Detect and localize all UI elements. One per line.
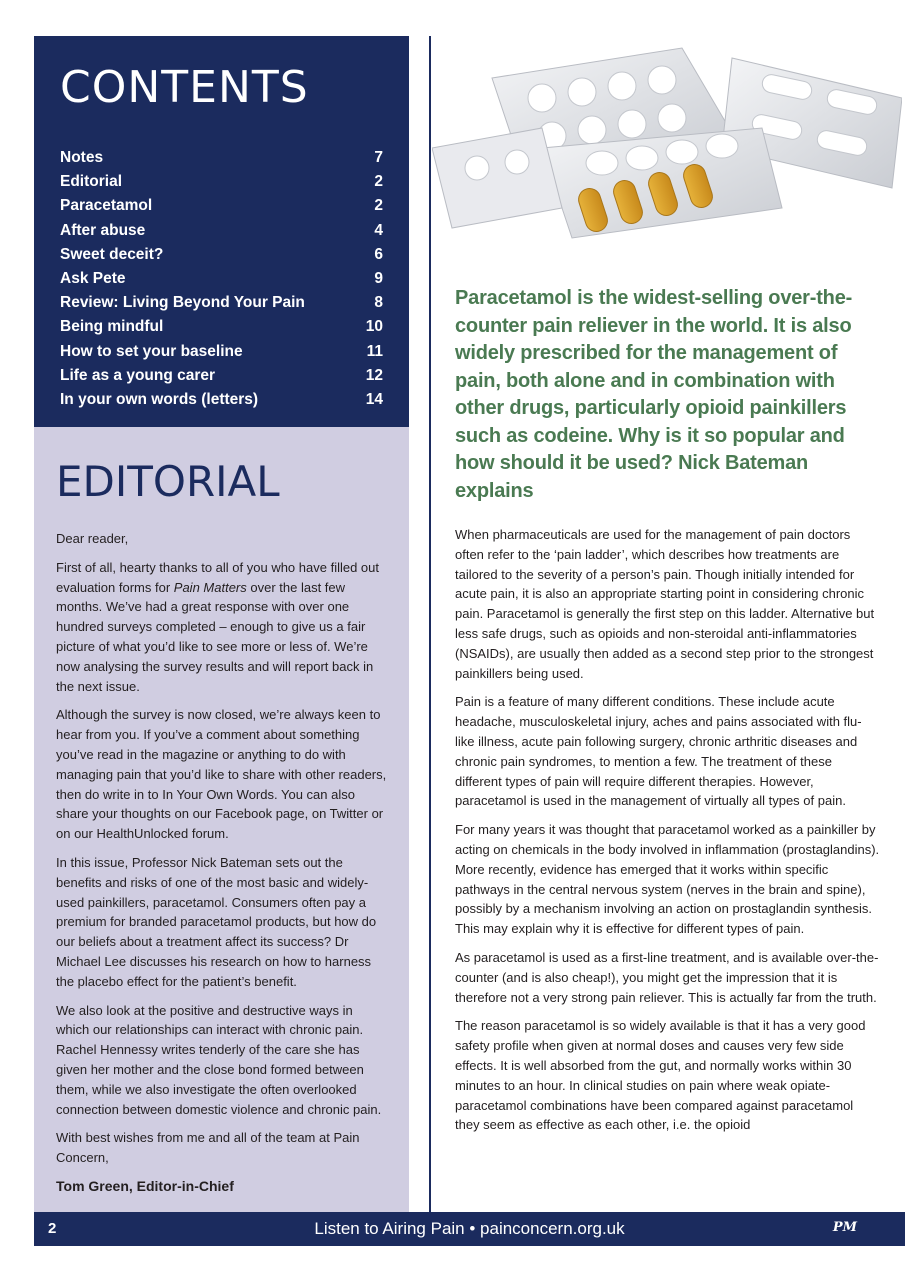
- toc-item[interactable]: [60, 315, 383, 339]
- toc-item[interactable]: [60, 243, 383, 267]
- toc-item-label: Paracetamol: [60, 197, 153, 215]
- toc-item[interactable]: [60, 291, 383, 315]
- editorial-paragraph: We also look at the positive and destructive ways in which our relationships can interact with chronic pain. Rachel Hennessy writes tenderly of the care she has given her mother and the close bond formed between them, while we also investigate the often overlooked connection between domestic violence and chronic pain.: [56, 1002, 382, 1117]
- toc-item-page: 2: [374, 173, 383, 191]
- toc-item[interactable]: [60, 267, 383, 291]
- article-standfirst: Paracetamol is the widest-selling over-the-counter pain reliever in the world. It is also widely prescribed for the management of pain, both alone and in combination with other drugs, particularly opioid painkillers such as codeine. Why is it so popular and how should it be used? Nick Bateman explains: [455, 287, 853, 502]
- footer-tagline[interactable]: Listen to Airing Pain • painconcern.org.uk: [314, 1219, 625, 1238]
- editorial-paragraph: In this issue, Professor Nick Bateman sets out the benefits and risks of one of the most basic and widely-used painkillers, paracetamol. Consumers often pay a premium for branded paracetamol products, but how do our beliefs about a treatment affect its success? Dr Michael Lee discusses his research on how to harness the placebo effect for the patient’s benefit.: [56, 854, 377, 989]
- toc-item-page: 12: [365, 366, 383, 384]
- editorial-paragraph: [56, 558, 387, 697]
- blister-pack-left: [432, 128, 562, 228]
- toc-item-page: 4: [374, 221, 383, 239]
- toc-item-page: 9: [374, 269, 383, 287]
- toc-item-label: Notes: [60, 149, 104, 166]
- toc-item[interactable]: [60, 219, 383, 243]
- toc-item[interactable]: [60, 388, 383, 412]
- pain-matters-logo: PM: [832, 1220, 857, 1235]
- editorial-text: over the last few months. We’ve had a great response with over one hundred surveys completed – enough to give us a fair picture of what you’d like to see more or less of. We’re now analysing the survey results and will report back in the next issue.: [56, 579, 374, 694]
- toc-item[interactable]: [60, 146, 383, 170]
- toc-item[interactable]: [60, 194, 383, 218]
- article-paragraph: The reason paracetamol is so widely available is that it has a very good safety profile when given at normal doses and causes very few side effects. It is well absorbed from the gut, and normally works within 30 minutes to an hour. In clinical studies on pain where weak opiate-paracetamol combinations have been compared against paracetamol they seem as effective as each other, i.e. the opioid: [455, 1018, 866, 1133]
- pill-packs-image: [432, 38, 902, 258]
- toc-item-page: 6: [374, 245, 383, 263]
- editorial-signature: Tom Green, Editor-in-Chief: [56, 1177, 234, 1194]
- editorial-text: First of all, hearty thanks to all of you who have filled out evaluation forms for: [56, 559, 380, 595]
- toc-item-label: Sweet deceit?: [60, 245, 164, 263]
- magazine-title: Pain Matters: [173, 579, 247, 595]
- article-paragraph: For many years it was thought that paracetamol worked as a painkiller by acting on chemicals in the body involved in inflammation (prostaglandins). More recently, evidence has emerged that it works within specific pathways in the central nervous system (nerves in the brain and spine), possibly by a mechanism involving an action on prostaglandin synthesis. This may explain why it is effective for different types of pain.: [455, 822, 880, 937]
- toc-item-page: 8: [374, 294, 383, 312]
- toc-item-page: 14: [365, 390, 383, 408]
- contents-panel: [34, 36, 409, 427]
- editorial-panel: [34, 427, 409, 1212]
- editorial-paragraph: Although the survey is now closed, we’re always keen to hear from you. If you’ve a comment about something you’ve read in the magazine or anything to do with managing pain that you’d like to share with other readers, then do write in to In Your Own Words. You can also share your thoughts on our Facebook page, on Twitter or on our HealthUnlocked forum.: [56, 707, 387, 842]
- toc-item-label: Ask Pete: [60, 269, 126, 287]
- article-paragraph: As paracetamol is used as a first-line treatment, and is available over-the-counter (and is also cheap!), you might get the impression that it is therefore not a very strong pain reliever. This is actually far from the truth.: [455, 949, 879, 1005]
- toc-item-page: 11: [366, 342, 383, 360]
- toc-item-label: Being mindful: [60, 318, 164, 336]
- editorial-title: EDITORIAL: [56, 457, 280, 506]
- article-body: [455, 525, 880, 1144]
- toc-item[interactable]: [60, 170, 383, 194]
- editorial-paragraph: With best wishes from me and all of the team at Pain Concern,: [56, 1130, 360, 1166]
- page-footer: [34, 1212, 905, 1246]
- column-divider: [429, 36, 431, 1212]
- toc-item[interactable]: [60, 364, 383, 388]
- toc-item-label: After abuse: [60, 221, 146, 239]
- toc-list: [60, 146, 383, 412]
- toc-item-label: Editorial: [60, 173, 123, 191]
- article-paragraph: When pharmaceuticals are used for the management of pain doctors often refer to the ‘pain ladder’, which describes how treatments are tailored to the severity of a person’s pain. Though initially intended for acute pain, it is also an appropriate starting point in considering chronic pain. Paracetamol is generally the first step on this ladder. Alternative but less safe drugs, such as opioids and non-steroidal anti-inflammatories (NSAIDs), are usually then added as a second step prior to the strongest painkillers being used.: [455, 527, 875, 681]
- blister-pack-front: [542, 128, 782, 238]
- toc-item-label: Life as a young carer: [60, 366, 216, 384]
- toc-item-page: 10: [365, 318, 383, 336]
- toc-item-label: How to set your baseline: [60, 342, 243, 360]
- page-number: 2: [48, 1220, 57, 1237]
- contents-title: CONTENTS: [60, 62, 309, 113]
- toc-item-page: 7: [374, 149, 383, 166]
- editorial-greeting: Dear reader,: [56, 531, 129, 546]
- toc-item-page: 2: [374, 197, 383, 215]
- article-paragraph: Pain is a feature of many different conditions. These include acute headache, musculoskeletal injury, aches and pains associated with flu-like illness, acute pain following surgery, chronic arthritic diseases and chronic pain syndromes, to mention a few. The treatment of these different types of pain will require different therapies. However, paracetamol is used in the management of virtually all types of pain.: [455, 694, 862, 809]
- toc-item[interactable]: [60, 340, 383, 364]
- toc-item-label: In your own words (letters): [60, 390, 259, 408]
- toc-item-label: Review: Living Beyond Your Pain: [60, 294, 305, 312]
